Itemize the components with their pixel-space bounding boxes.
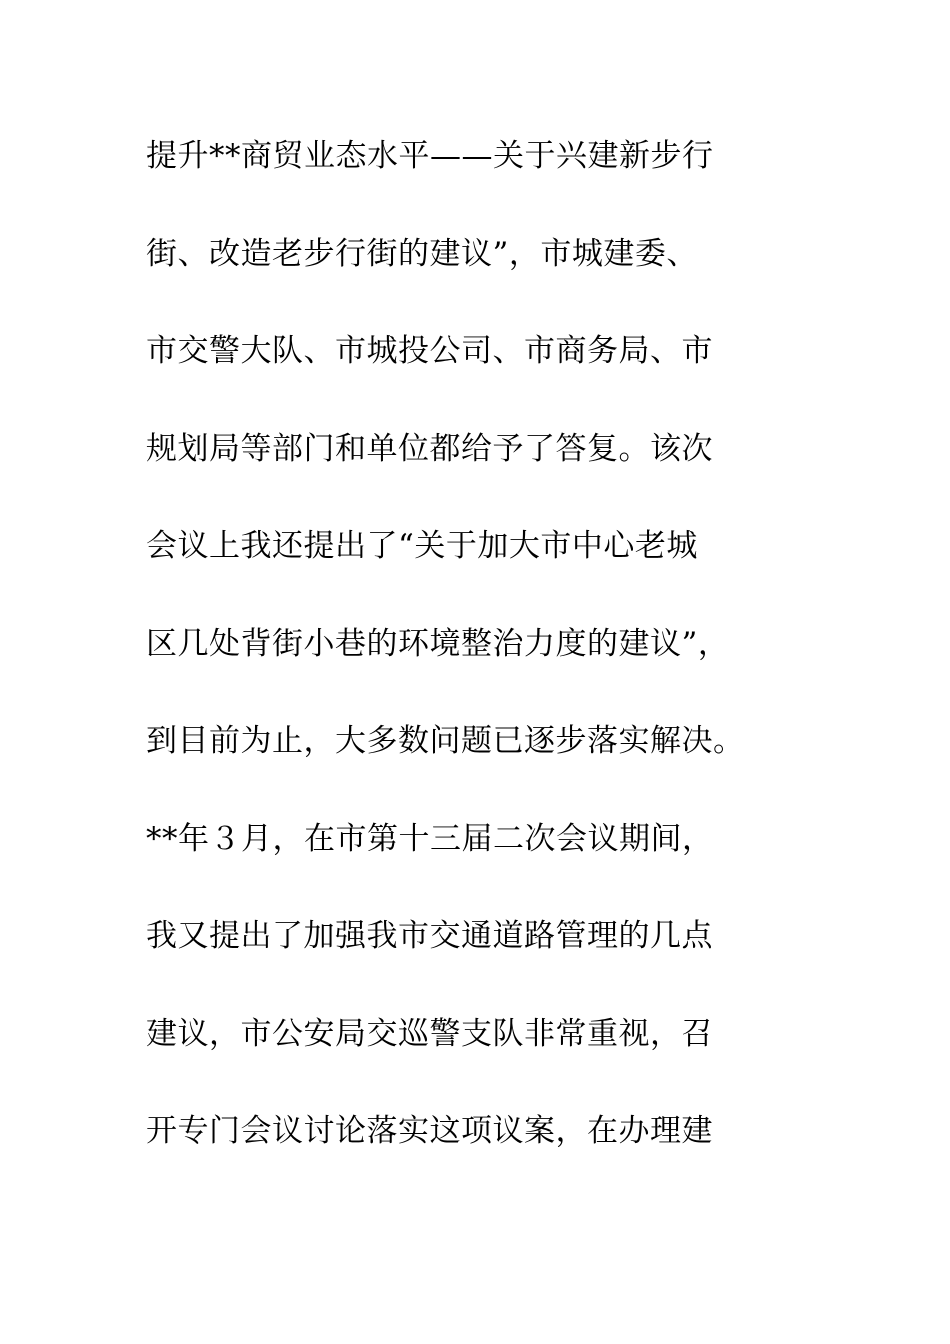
text-line: 规划局等部门和单位都给予了答复。该次 bbox=[146, 430, 713, 467]
text-line: 会议上我还提出了“关于加大市中心老城 bbox=[146, 528, 698, 564]
text-line: 市交警大队、市城投公司、市商务局、市 bbox=[146, 333, 713, 369]
text-line: 街、改造老步行街的建议”，市城建委、 bbox=[146, 235, 698, 272]
text-line: 建议，市公安局交巡警支队非常重视，召 bbox=[146, 1015, 713, 1052]
text-line: 区几处背街小巷的环境整治力度的建议”， bbox=[146, 625, 730, 662]
text-line: 提升**商贸业态水平——关于兴建新步行 bbox=[146, 138, 714, 174]
body-paragraph bbox=[146, 124, 826, 1197]
text-line: 我又提出了加强我市交通道路管理的几点 bbox=[146, 918, 713, 954]
text-line: 到目前为止，大多数问题已逐步落实解决。 bbox=[146, 723, 745, 759]
text-line: 开专门会议讨论落实这项议案，在办理建 bbox=[146, 1113, 713, 1149]
text-line: **年３月，在市第十三届二次会议期间， bbox=[146, 820, 714, 857]
